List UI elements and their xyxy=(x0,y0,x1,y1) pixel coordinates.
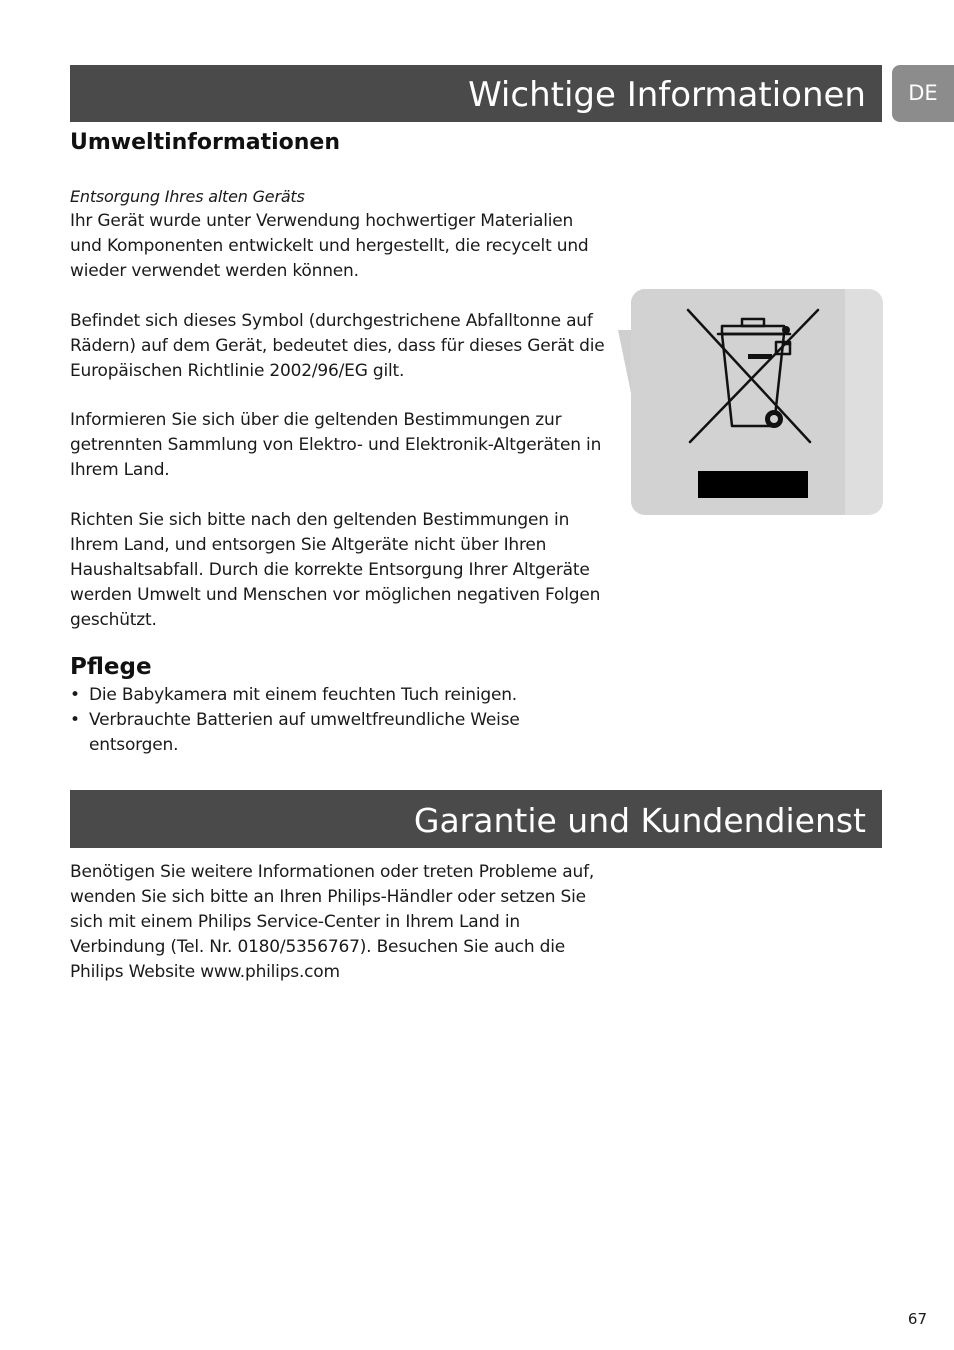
subheading-disposal: Entsorgung Ihres alten Geräts xyxy=(70,187,305,206)
weee-symbol-figure xyxy=(618,288,884,516)
care-item-text: Die Babykamera mit einem feuchten Tuch reinigen. xyxy=(89,685,518,705)
banner-title: Wichtige Informationen xyxy=(468,75,866,115)
crossed-out-wheelie-bin-icon xyxy=(618,288,884,516)
care-list xyxy=(70,683,610,758)
language-code: DE xyxy=(908,81,938,105)
paragraph-symbol: Befindet sich dieses Symbol (durchgestrichene Abfalltonne auf Rädern) auf dem Gerät, bedeutet dies, dass für dieses Gerät die Europäischen Richtlinie 2002/96/EG gilt. xyxy=(70,311,605,381)
section-banner-important-info xyxy=(70,65,882,122)
section-banner-warranty xyxy=(70,790,882,848)
language-tab xyxy=(892,65,954,122)
paragraph-service: Benötigen Sie weitere Informationen oder treten Probleme auf, wenden Sie sich bitte an Ihren Philips-Händler oder setzen Sie sich mit einem Philips Service-Center in Ihrem Land in Verbindung (Tel. Nr. 0180/5356767). Besuchen Sie auch die Philips Website www.philips.com xyxy=(70,862,595,982)
paragraph-materials: Ihr Gerät wurde unter Verwendung hochwertiger Materialien und Komponenten entwickelt und hergestellt, die recycelt und wieder verwendet werden können. xyxy=(70,211,589,281)
heading-care: Pflege xyxy=(70,654,152,680)
care-item-text: Verbrauchte Batterien auf umweltfreundliche Weise entsorgen. xyxy=(89,710,520,755)
paragraph-regulations: Informieren Sie sich über die geltenden Bestimmungen zur getrennten Sammlung von Elektro- und Elektronik-Altgeräten in Ihrem Land. xyxy=(70,410,602,480)
heading-environment-info: Umweltinformationen xyxy=(70,130,341,155)
list-item xyxy=(70,683,610,708)
bullet-mark: • xyxy=(70,710,80,730)
list-item xyxy=(70,708,610,758)
bullet-mark: • xyxy=(70,685,80,705)
page-number: 67 xyxy=(907,1310,927,1328)
paragraph-disposal-rules: Richten Sie sich bitte nach den geltenden Bestimmungen in Ihrem Land, und entsorgen Sie Altgeräte nicht über Ihren Haushaltsabfall. Durch die korrekte Entsorgung Ihrer Altgeräte werden Umwelt und Menschen vor möglichen negativen Folgen geschützt. xyxy=(70,510,601,630)
banner-title: Garantie und Kundendienst xyxy=(413,801,866,840)
